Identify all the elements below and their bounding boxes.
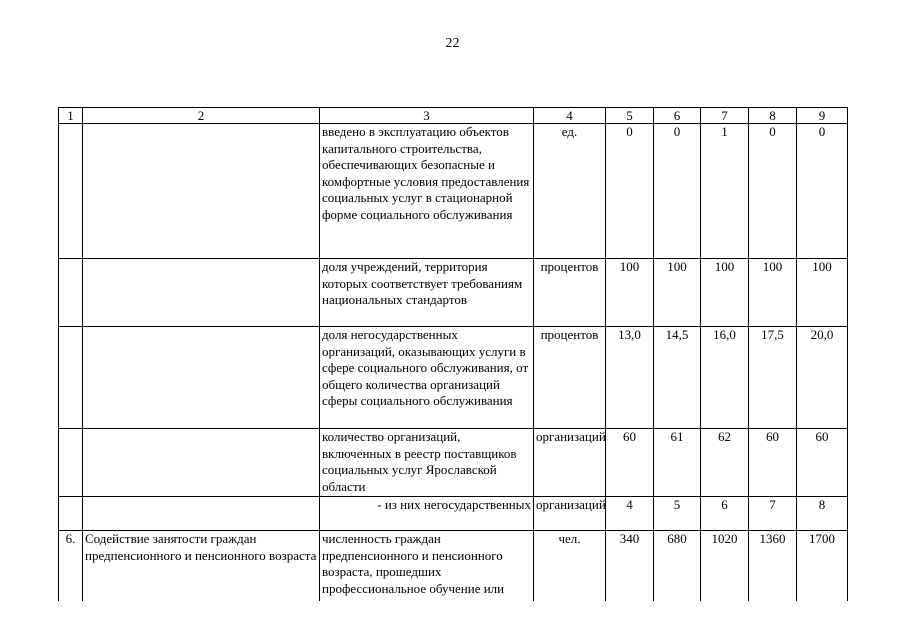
unit-cell: процентов xyxy=(534,327,606,429)
header-cell: 4 xyxy=(534,108,606,124)
unit-cell: процентов xyxy=(534,259,606,327)
table-row xyxy=(59,497,848,531)
table-row xyxy=(59,259,848,327)
table-row xyxy=(59,124,848,259)
value-cell: 340 xyxy=(606,531,654,601)
header-cell: 9 xyxy=(797,108,848,124)
value-cell: 1700 xyxy=(797,531,848,601)
value-cell: 62 xyxy=(701,429,749,497)
measure-cell xyxy=(83,429,320,497)
value-cell: 0 xyxy=(606,124,654,259)
value-cell: 1360 xyxy=(749,531,797,601)
measure-cell: Содействие занятости граждан предпенсионного и пенсионного возраста xyxy=(83,531,320,601)
indicator-cell: численность граждан предпенсионного и пенсионного возраста, прошедших профессиональное обучение или xyxy=(320,531,534,601)
table-row xyxy=(59,327,848,429)
indicator-cell: количество организаций, включенных в реестр поставщиков социальных услуг Ярославской области xyxy=(320,429,534,497)
value-cell: 4 xyxy=(606,497,654,531)
unit-cell: организаций xyxy=(534,429,606,497)
value-cell: 60 xyxy=(606,429,654,497)
unit-cell: чел. xyxy=(534,531,606,601)
row-number-cell xyxy=(59,429,83,497)
row-number-cell xyxy=(59,259,83,327)
value-cell: 14,5 xyxy=(654,327,701,429)
measure-cell xyxy=(83,124,320,259)
value-cell: 7 xyxy=(749,497,797,531)
measure-cell xyxy=(83,327,320,429)
indicators-table xyxy=(58,107,848,601)
measure-cell xyxy=(83,497,320,531)
header-cell: 5 xyxy=(606,108,654,124)
indicator-cell: введено в эксплуатацию объектов капитального строительства, обеспечивающих безопасные и комфортные условия предоставления социальных услуг в стационарной форме социального обслуживания xyxy=(320,124,534,259)
value-cell: 20,0 xyxy=(797,327,848,429)
indicator-cell: доля негосударственных организаций, оказывающих услуги в сфере социального обслуживания, от общего количества организаций сферы социального обслуживания xyxy=(320,327,534,429)
value-cell: 16,0 xyxy=(701,327,749,429)
table-row xyxy=(59,429,848,497)
value-cell: 1020 xyxy=(701,531,749,601)
value-cell: 0 xyxy=(749,124,797,259)
row-number-cell xyxy=(59,497,83,531)
value-cell: 100 xyxy=(749,259,797,327)
value-cell: 1 xyxy=(701,124,749,259)
value-cell: 100 xyxy=(606,259,654,327)
header-cell: 1 xyxy=(59,108,83,124)
indicator-cell: доля учреждений, территория которых соответствует требованиям национальных стандартов xyxy=(320,259,534,327)
value-cell: 0 xyxy=(654,124,701,259)
indicator-cell: - из них негосударственных xyxy=(320,497,534,531)
header-cell: 8 xyxy=(749,108,797,124)
unit-cell: ед. xyxy=(534,124,606,259)
value-cell: 680 xyxy=(654,531,701,601)
value-cell: 5 xyxy=(654,497,701,531)
value-cell: 8 xyxy=(797,497,848,531)
header-cell: 7 xyxy=(701,108,749,124)
row-number-cell xyxy=(59,124,83,259)
value-cell: 100 xyxy=(654,259,701,327)
header-cell: 3 xyxy=(320,108,534,124)
page-number: 22 xyxy=(445,36,460,51)
unit-cell: организаций xyxy=(534,497,606,531)
table-row xyxy=(59,531,848,601)
column-number-row xyxy=(59,108,848,124)
measure-cell xyxy=(83,259,320,327)
value-cell: 60 xyxy=(749,429,797,497)
value-cell: 13,0 xyxy=(606,327,654,429)
value-cell: 6 xyxy=(701,497,749,531)
value-cell: 100 xyxy=(701,259,749,327)
row-number-cell xyxy=(59,327,83,429)
header-cell: 2 xyxy=(83,108,320,124)
value-cell: 0 xyxy=(797,124,848,259)
value-cell: 61 xyxy=(654,429,701,497)
header-cell: 6 xyxy=(654,108,701,124)
row-number-cell: 6. xyxy=(59,531,83,601)
value-cell: 100 xyxy=(797,259,848,327)
value-cell: 60 xyxy=(797,429,848,497)
value-cell: 17,5 xyxy=(749,327,797,429)
